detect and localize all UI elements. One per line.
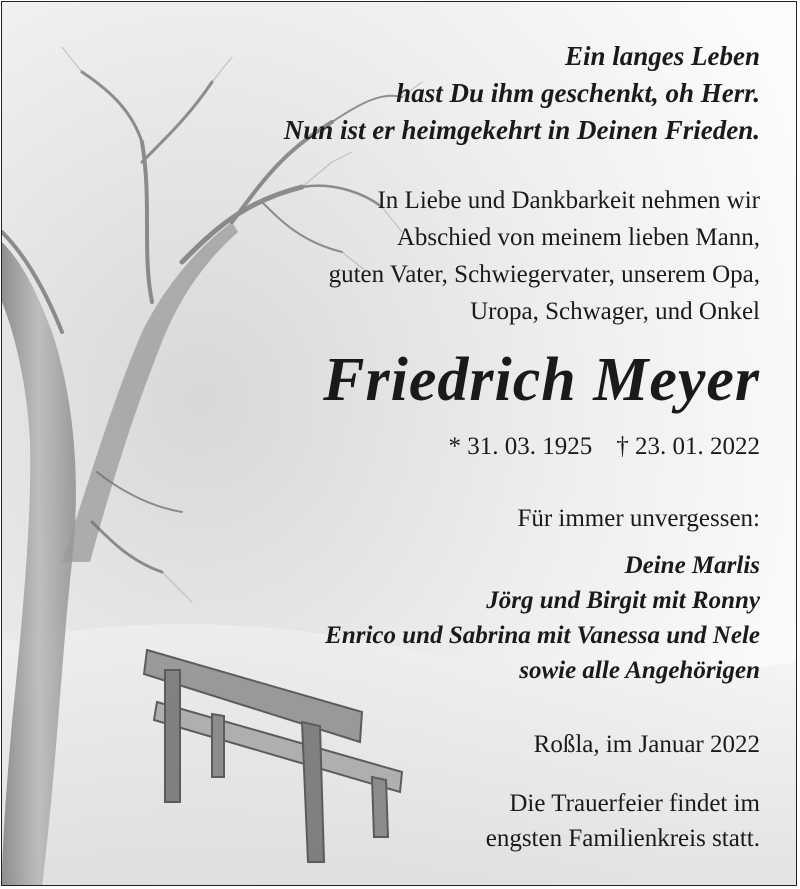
intro-line: guten Vater, Schwiegervater, unserem Opa, xyxy=(328,261,760,288)
intro-line: In Liebe und Dankbarkeit nehmen wir xyxy=(377,187,760,214)
intro-line: Uropa, Schwager, und Onkel xyxy=(470,298,760,325)
verse-line: Ein langes Leben xyxy=(564,41,760,71)
life-dates xyxy=(449,428,761,465)
place-and-date: Roßla, im Januar 2022 xyxy=(533,731,760,758)
bible-verse xyxy=(284,38,760,149)
funeral-notice xyxy=(486,786,760,856)
verse-line: Nun ist er heimgekehrt in Deinen Frieden. xyxy=(283,115,760,145)
intro-line: Abschied von meinem lieben Mann, xyxy=(396,224,760,251)
remembrance-line: Für immer unvergessen: xyxy=(517,505,760,532)
death-date: † 23. 01. 2022 xyxy=(616,433,760,460)
mourner-line: Jörg und Birgit mit Ronny xyxy=(486,587,760,614)
mourner-line: Deine Marlis xyxy=(624,552,760,579)
obituary-card xyxy=(1,1,797,886)
mourners-list xyxy=(325,548,760,688)
notice-line: engsten Familienkreis statt. xyxy=(485,825,760,852)
farewell-intro xyxy=(329,182,760,330)
mourner-line: sowie alle Angehörigen xyxy=(519,657,760,684)
verse-line: hast Du ihm geschenkt, oh Herr. xyxy=(396,78,760,108)
birth-date: * 31. 03. 1925 xyxy=(448,433,593,460)
mourner-line: Enrico und Sabrina mit Vanessa und Nele xyxy=(325,622,760,649)
deceased-name: Friedrich Meyer xyxy=(323,346,760,414)
notice-line: Die Trauerfeier findet im xyxy=(509,790,760,817)
